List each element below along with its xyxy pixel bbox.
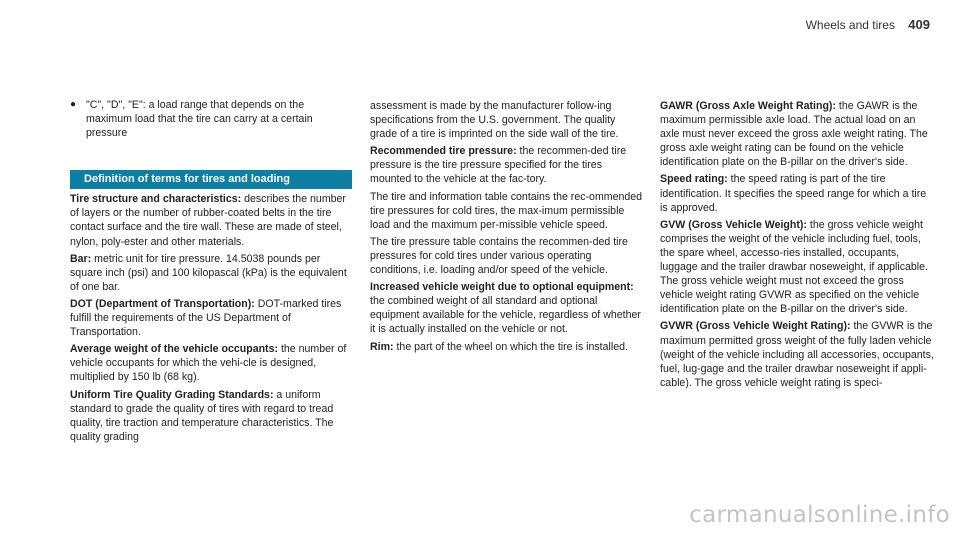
- definition-paragraph: [70, 192, 352, 248]
- term: Rim:: [370, 340, 394, 353]
- bullet-text: "C", "D", "E": a load range that depends on the maximum load that the tire can carry at a certain pressure: [86, 99, 313, 140]
- definition-paragraph: [70, 342, 352, 384]
- definition: metric unit for tire pressure. 14.5038 pounds per square inch (psi) and 100 kilopascal (kPa) is the equivalent of one bar.: [70, 252, 347, 293]
- definition: the gross vehicle weight comprises the weight of the vehicle including fuel, tools, the spare wheel, accesso-ries installed, occupants, luggage and the trailer drawbar noseweight, if applicable. The gross vehicle weight must not exceed the gross vehicle weight rating GVWR as specified on the vehicle identification plate on the B-pillar on the driver's side.: [660, 218, 928, 316]
- column-middle: [370, 99, 644, 357]
- definition: the GVWR is the maximum permitted gross weight of the fully laden vehicle (weight of the vehicle including all accessories, occupants, fuel, lug-gage and the trailer drawbar noseweight if appli-cable). The gross vehicle weight rating is speci-: [660, 320, 934, 389]
- watermark: carmanualsonline.info: [689, 502, 950, 528]
- definition-paragraph: [660, 99, 936, 169]
- page-number: 409: [908, 17, 930, 32]
- definition-paragraph: [370, 144, 644, 186]
- term: GVW (Gross Vehicle Weight):: [660, 218, 807, 231]
- continued-paragraph: assessment is made by the manufacturer follow-ing specifications from the U.S. government. The quality grade of a tire is imprinted on the side wall of the tire.: [370, 100, 619, 141]
- definition-paragraph: [70, 388, 352, 444]
- definition-paragraph: [660, 218, 936, 317]
- section-title: Wheels and tires: [805, 18, 895, 32]
- term: Recommended tire pressure:: [370, 145, 517, 158]
- definition: describes the number of layers or the number of rubber-coated belts in the tire contact surface and the tire wall. These are made of steel, nylon, poly-ester and other materials.: [70, 193, 346, 248]
- definition: the part of the wheel on which the tire is installed.: [393, 340, 628, 353]
- definition: the GAWR is the maximum permissible axle load. The actual load on an axle must never exceed the gross axle weight rating. The gross axle weight rating can be found on the vehicle identification plate on the B-pillar on the driver's side.: [660, 100, 928, 169]
- definition: the speed rating is part of the tire identification. It specifies the speed range for which a tire is approved.: [660, 173, 927, 214]
- definition-paragraph: [370, 235, 644, 277]
- column-left: [70, 98, 352, 447]
- term: Average weight of the vehicle occupants:: [70, 343, 279, 356]
- term: Bar:: [70, 252, 92, 265]
- page-header: [806, 17, 930, 32]
- definition-paragraph: [660, 319, 936, 389]
- term: Uniform Tire Quality Grading Standards:: [70, 388, 274, 401]
- definition-paragraph: [370, 280, 644, 336]
- term: Increased vehicle weight due to optional equipment:: [370, 281, 634, 294]
- definition-paragraph: [660, 172, 936, 214]
- definition: The tire and information table contains the rec-ommended tire pressures for cold tires, the max-imum permissible load and the maximum per-missible vehicle speed.: [370, 190, 643, 231]
- definition: the recommen-ded tire pressure is the tire pressure specified for the tires mounted to the vehicle at the fac-tory.: [370, 145, 627, 186]
- bullet-item: [70, 98, 352, 140]
- definition: a uniform standard to grade the quality of tires with regard to tread quality, tire traction and temperature characteristics. The quality grading: [70, 388, 334, 443]
- term: GAWR (Gross Axle Weight Rating):: [660, 100, 836, 112]
- bullet-icon: ●: [70, 99, 77, 110]
- definition-paragraph: [70, 252, 352, 294]
- term: Speed rating:: [660, 173, 728, 186]
- definition: the number of vehicle occupants for which the vehi-cle is designed, multiplied by 150 lb (68 kg).: [70, 343, 347, 384]
- definition: the combined weight of all standard and optional equipment available for the vehicle, regardless of whether it is actually installed on the vehicle or not.: [370, 295, 641, 336]
- definition-paragraph: [370, 190, 644, 232]
- definition-paragraph: [70, 297, 352, 339]
- term: Tire structure and characteristics:: [70, 193, 242, 206]
- definition: DOT-marked tires fulfill the requirements of the US Department of Transportation.: [70, 297, 342, 339]
- section-heading: Definition of terms for tires and loading: [70, 170, 352, 189]
- definition-paragraph: [370, 340, 644, 354]
- term: DOT (Department of Transportation):: [70, 297, 255, 310]
- definition: The tire pressure table contains the recommen-ded tire pressures for cold tires under various operating conditions, i.e. loading and/or speed of the vehicle.: [370, 235, 628, 277]
- column-right: [660, 99, 936, 393]
- term: GVWR (Gross Vehicle Weight Rating):: [660, 320, 851, 333]
